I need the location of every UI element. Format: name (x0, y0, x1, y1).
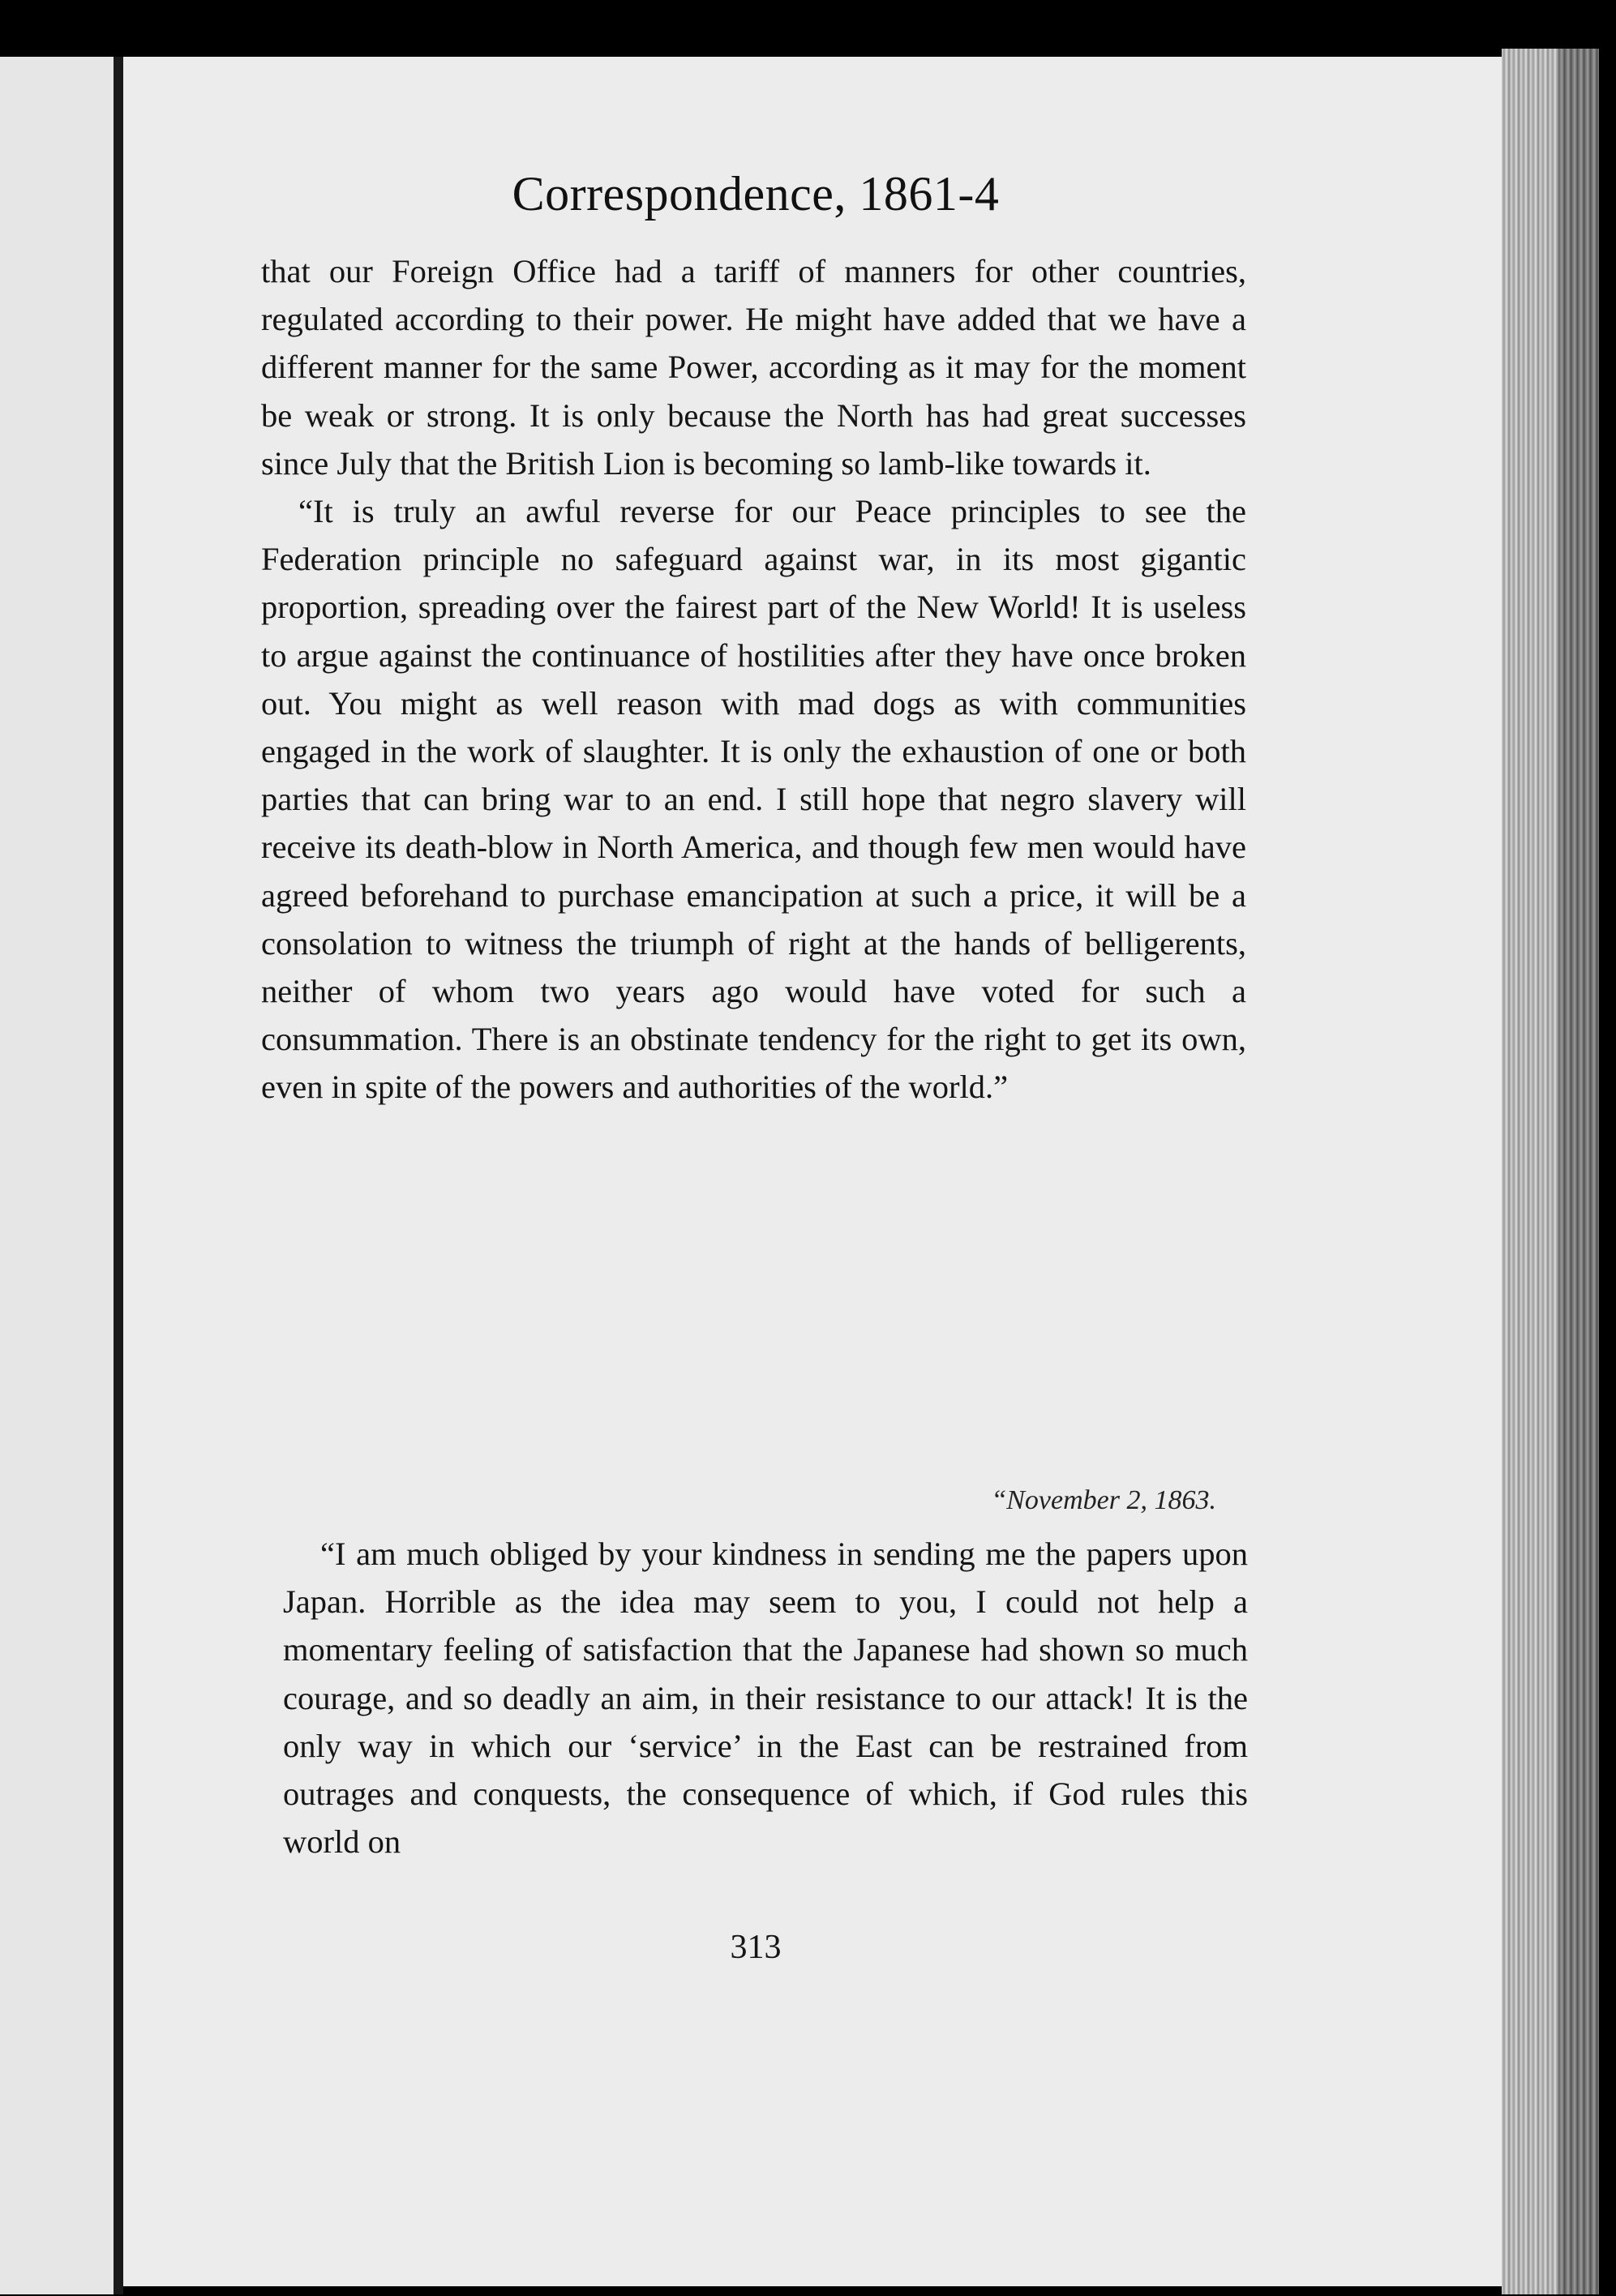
body-text-bottom (283, 1530, 1248, 1866)
letter-dateline: “November 2, 1863. (991, 1485, 1216, 1515)
paragraph: “I am much obliged by your kindness in sending me the papers upon Japan. Horrible as the idea may seem to you, I could not help a momentary feeling of satisfaction that the Japanese had shown so much courage, and so deadly an aim, in their resistance to our attack! It is the only way in which our ‘service’ in the East can be restrained from outrages and conquests, the consequence of which, if God rules this world on (283, 1536, 1248, 1861)
body-text-top (261, 247, 1246, 1112)
facing-page-edge (0, 57, 114, 2294)
page-edges (1502, 49, 1558, 2294)
paragraph: “It is truly an awful reverse for our Peace principles to see the Federation principle no safeguard against war, in its most gigantic proportion, spreading over the fairest part of the New World! It is useless to argue against the continuance of hostilities after they have once broken out. You might as well reason with mad dogs as with communities engaged in the work of slaughter. It is only the exhaustion of one or both parties that can bring war to an end. I still hope that negro slavery will receive its death-blow in North America, and though few men would have agreed beforehand to purchase emancipation at such a price, it will be a consolation to witness the triumph of right at the hands of belligerents, neither of whom two years ago would have voted for such a consummation. There is an obstinate tendency for the right to get its own, even in spite of the powers and authorities of the world.” (261, 493, 1246, 1106)
book-gutter (114, 57, 123, 2294)
book-spine-edge (1558, 49, 1599, 2294)
running-head: Correspondence, 1861-4 (512, 167, 1000, 221)
page-number: 313 (730, 1929, 782, 1966)
paragraph: that our Foreign Office had a tariff of manners for other countries, regulated according to their power. He might have added that we have a different manner for the same Power, according as it may for the moment be weak or strong. It is only because the North has had great successes since July that the British Lion is becoming so lamb-like towards it. (261, 253, 1246, 482)
